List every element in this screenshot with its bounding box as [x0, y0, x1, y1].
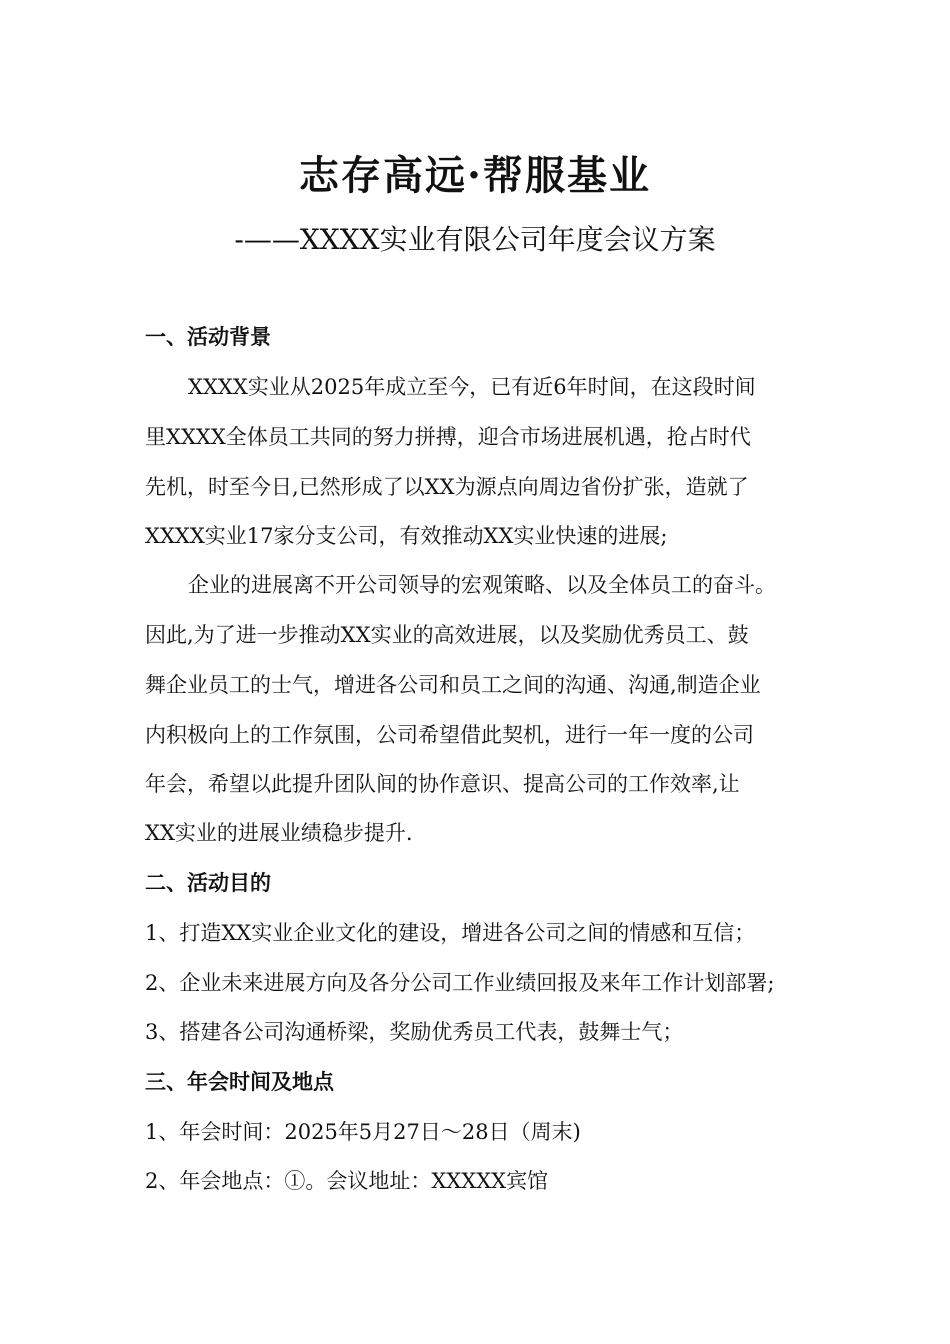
paragraph-line: 年会，希望以此提升团队间的协作意识、提高公司的工作效率,让 [145, 772, 740, 796]
paragraph-line: XXXX实业从2025年成立至今，已有近6年时间，在这段时间 [188, 375, 756, 399]
section-heading-time-location: 三、年会时间及地点 [145, 1069, 334, 1094]
list-item: 2、年会地点：①。会议地址：XXXXX宾馆 [145, 1169, 549, 1193]
paragraph-line: 因此,为了进一步推动XX实业的高效进展，以及奖励优秀员工、鼓 [145, 623, 749, 647]
document-subtitle: -——XXXX实业有限公司年度会议方案 [234, 223, 716, 256]
paragraph-line: 内积极向上的工作氛围，公司希望借此契机，进行一年一度的公司 [145, 723, 754, 747]
section-heading-purpose: 二、活动目的 [145, 870, 271, 895]
list-item: 2、企业未来进展方向及各分公司工作业绩回报及来年工作计划部署; [145, 971, 775, 995]
paragraph-line: 先机，时至今日,已然形成了以XX为源点向周边省份扩张，造就了 [145, 475, 749, 499]
paragraph-line: XXXX实业17家分支公司，有效推动XX实业快速的进展; [145, 524, 668, 548]
paragraph-line: 舞企业员工的士气，增进各公司和员工之间的沟通、沟通,制造企业 [145, 673, 761, 697]
paragraph-line: 里XXXX全体员工共同的努力拼搏，迎合市场进展机遇，抢占时代 [145, 425, 751, 449]
paragraph-line: XX实业的进展业绩稳步提升. [145, 821, 413, 845]
paragraph-line: 企业的进展离不开公司领导的宏观策略、以及全体员工的奋斗。 [188, 573, 776, 597]
list-item: 3、搭建各公司沟通桥梁，奖励优秀员工代表，鼓舞士气； [145, 1020, 684, 1044]
list-item: 1、打造XX实业企业文化的建设，增进各公司之间的情感和互信； [145, 921, 756, 945]
section-heading-background: 一、活动背景 [145, 324, 271, 349]
list-item: 1、年会时间：2025年5月27日～28日（周末) [145, 1120, 581, 1144]
document-title: 志存高远·帮服基业 [299, 152, 651, 199]
